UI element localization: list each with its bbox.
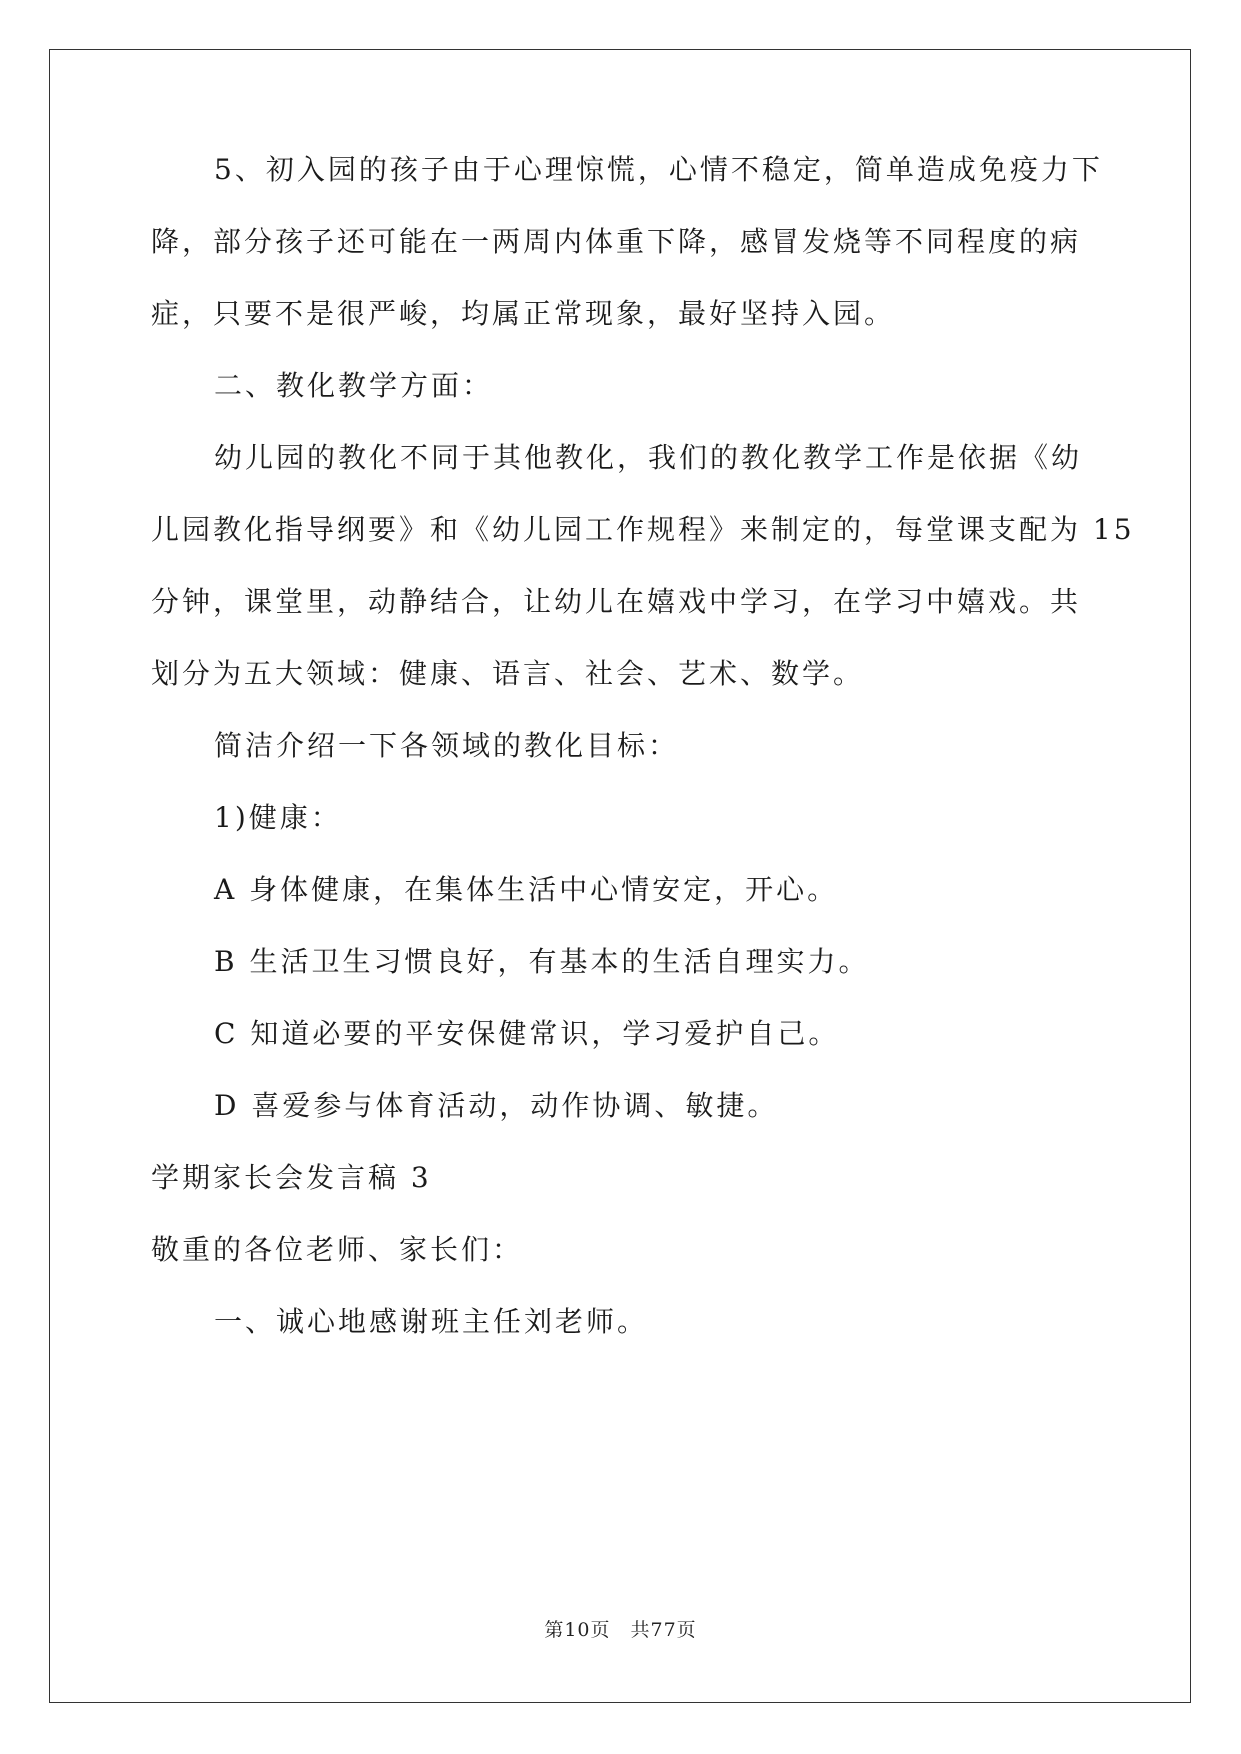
list-item: D 喜爱参与体育活动，动作协调、敏捷。 (214, 1089, 779, 1122)
page-number: 第10页 (544, 1619, 611, 1641)
list-heading: 1)健康： (214, 801, 342, 834)
paragraph-line: 一、诚心地感谢班主任刘老师。 (214, 1305, 649, 1338)
total-pages: 共77页 (630, 1619, 697, 1641)
paragraph-line: 简洁介绍一下各领域的教化目标： (214, 729, 680, 762)
list-item: C 知道必要的平安保健常识，学习爱护自己。 (214, 1017, 840, 1050)
paragraph-line: 降，部分孩子还可能在一两周内体重下降，感冒发烧等不同程度的病 (151, 225, 1082, 258)
list-item: B 生活卫生习惯良好，有基本的生活自理实力。 (214, 945, 870, 978)
paragraph-line: 分钟，课堂里，动静结合，让幼儿在嬉戏中学习，在学习中嬉戏。共 (151, 585, 1082, 618)
document-title: 学期家长会发言稿 3 (151, 1161, 432, 1194)
paragraph-line: 划分为五大领域：健康、语言、社会、艺术、数学。 (151, 657, 865, 690)
paragraph-line: 症，只要不是很严峻，均属正常现象，最好坚持入园。 (151, 297, 896, 330)
page-footer (0, 1615, 1241, 1642)
salutation: 敬重的各位老师、家长们： (151, 1233, 524, 1266)
paragraph-line: 儿园教化指导纲要》和《幼儿园工作规程》来制定的，每堂课支配为 15 (151, 513, 1135, 546)
paragraph-line: 5、初入园的孩子由于心理惊慌，心情不稳定，简单造成免疫力下 (214, 153, 1103, 186)
list-item: A 身体健康，在集体生活中心情安定，开心。 (214, 873, 839, 906)
paragraph-line: 幼儿园的教化不同于其他教化，我们的教化教学工作是依据《幼 (214, 441, 1083, 474)
section-heading: 二、教化教学方面： (214, 369, 494, 402)
